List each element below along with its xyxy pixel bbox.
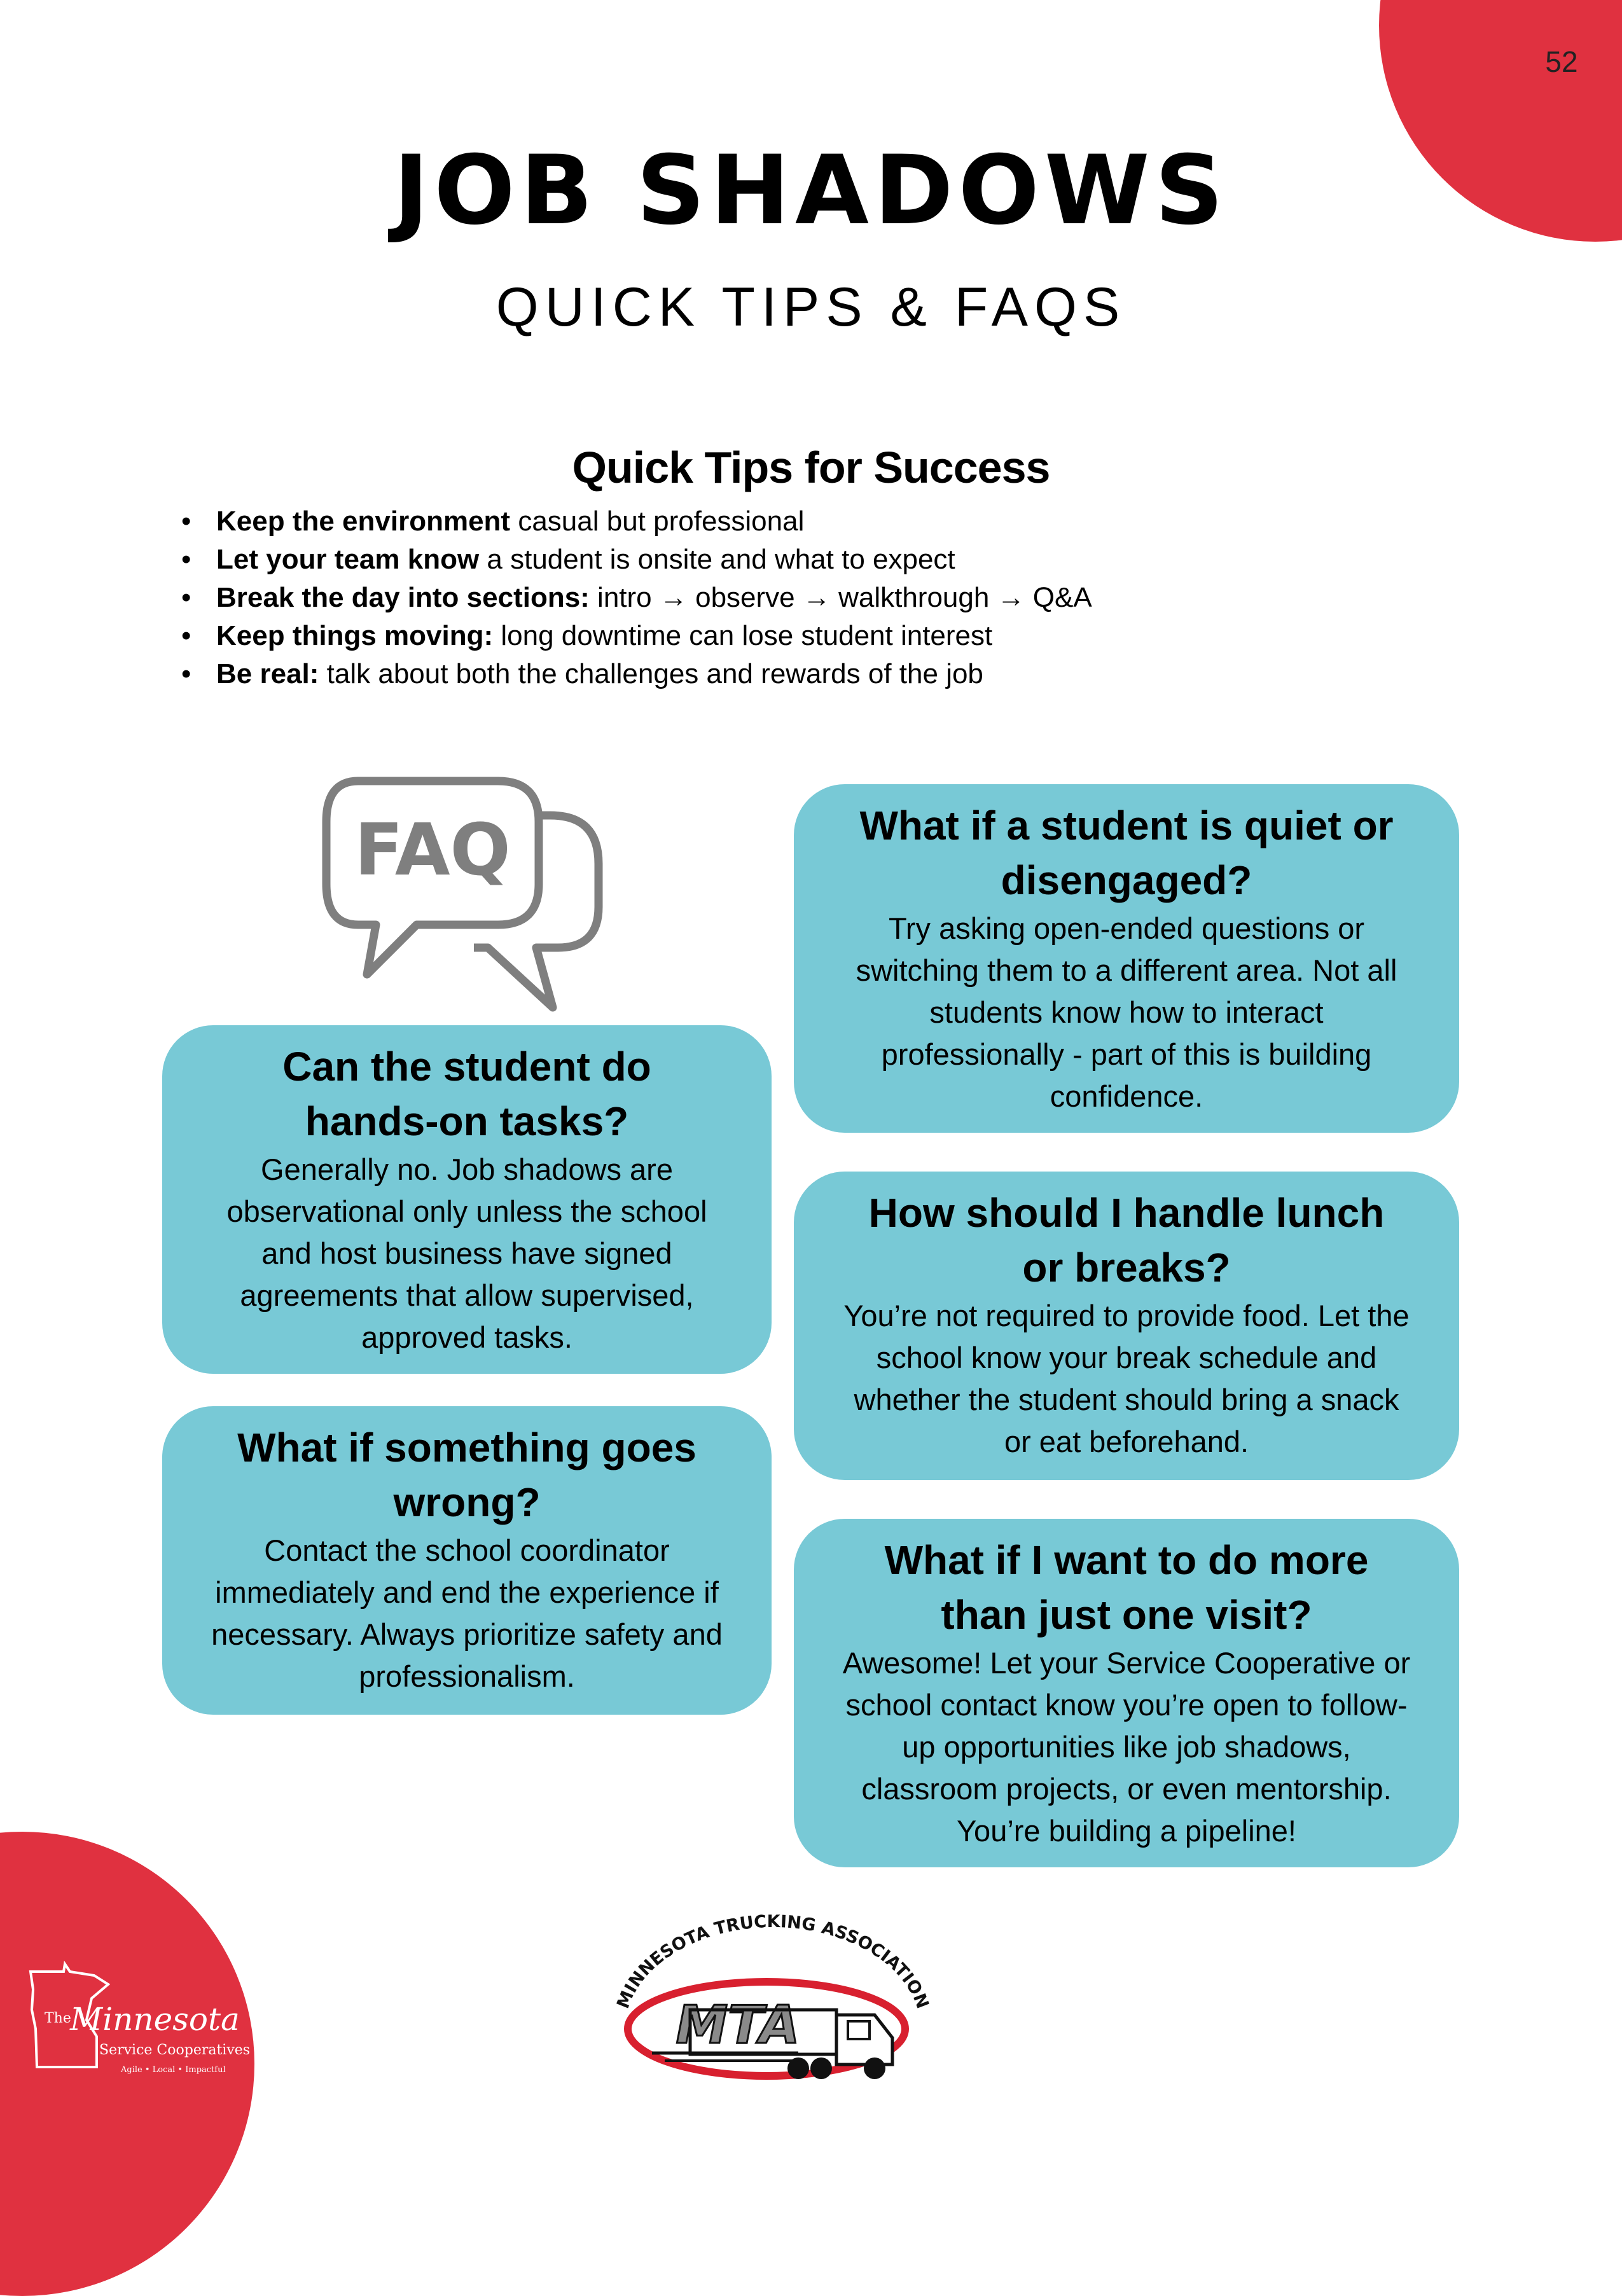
mta-initials: MTA (676, 1995, 800, 2056)
faq-question: What if a student is quiet or disengaged? (859, 803, 1394, 903)
faq-question: Can the student do hands-on tasks? (282, 1044, 651, 1144)
faq-answer: Try asking open-ended questions or switching them to a different area. Not all students know how to interact professionally - part of this is building confidence. (856, 911, 1397, 1113)
tip-item: • Keep the environment casual but professional (216, 502, 1092, 541)
tips-list (216, 502, 1092, 693)
msc-sub: Service Cooperatives (99, 2042, 251, 2058)
faq-card-lunch-breaks (794, 1172, 1459, 1480)
page-title: JOB SHADOWS (393, 135, 1229, 246)
faq-speech-bubble-icon (321, 776, 614, 1024)
minnesota-service-cooperatives-logo (25, 1959, 254, 2086)
page-subtitle: QUICK TIPS & FAQS (496, 277, 1126, 338)
faq-card-more-visits (794, 1519, 1459, 1867)
faq-answer: Contact the school coordinator immediately and end the experience if necessary. Always prioritize safety and professionalism. (211, 1533, 723, 1693)
faq-answer: You’re not required to provide food. Let the school know your break schedule and whether the student should bring a snack or eat beforehand. (843, 1299, 1410, 1458)
faq-answer: Generally no. Job shadows are observational only unless the school and host business have signed agreements that allow supervised, approved tasks. (226, 1152, 707, 1354)
tip-item: • Let your team know a student is onsite and what to expect (216, 541, 1092, 579)
faq-question: What if I want to do more than just one visit? (884, 1537, 1369, 1638)
tip-item: • Be real: talk about both the challenges and rewards of the job (216, 655, 1092, 693)
mta-arc-text: MINNESOTA TRUCKING ASSOCIATION (613, 1911, 932, 2012)
msc-name: Minnesota (70, 2001, 240, 2038)
msc-tagline: Agile • Local • Impactful (121, 2065, 226, 2075)
faq-card-hands-on-tasks (162, 1025, 772, 1374)
tip-item: • Break the day into sections: intro → observe → walkthrough → Q&A (216, 579, 1092, 617)
tip-item: • Keep things moving: long downtime can lose student interest (216, 617, 1092, 655)
faq-question: What if something goes wrong? (237, 1425, 697, 1525)
mta-logo (607, 1908, 938, 2086)
faq-card-quiet-student (794, 784, 1459, 1133)
page-number: 52 (1545, 45, 1578, 78)
tips-heading: Quick Tips for Success (572, 443, 1050, 492)
faq-question: How should I handle lunch or breaks? (868, 1190, 1385, 1290)
faq-card-something-wrong (162, 1406, 772, 1715)
msc-the: The (45, 2010, 71, 2026)
faq-icon-label: FAQ (354, 809, 511, 892)
faq-answer: Awesome! Let your Service Cooperative or school contact know you’re open to follow- up opportunities like job shadows, classroom projects, or even mentorship. You’re building a pipeline! (842, 1646, 1411, 1848)
